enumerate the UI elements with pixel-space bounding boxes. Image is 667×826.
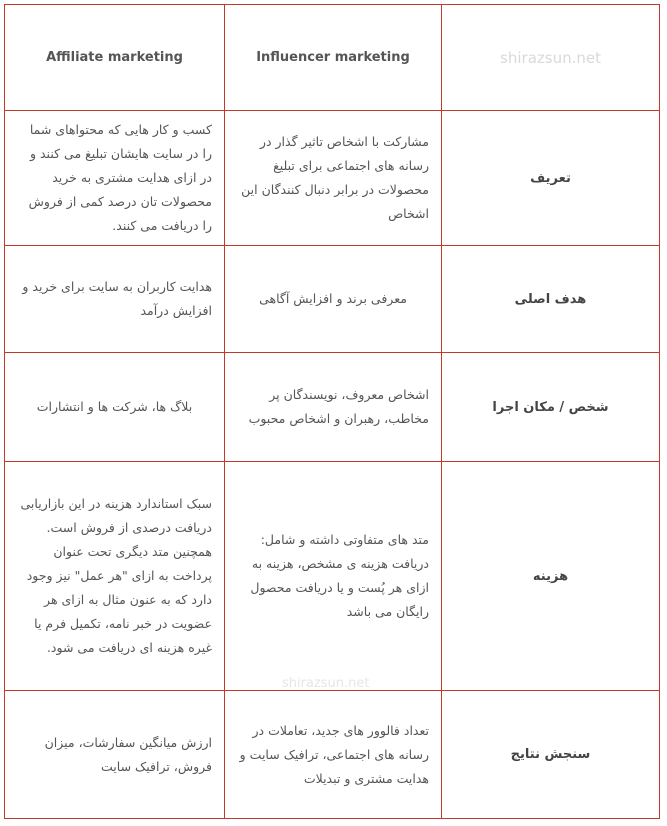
header-influencer-cell — [224, 5, 442, 110]
influencer-cell — [224, 691, 442, 818]
influencer-text: تعداد فالوور های جدید، تعاملات در رسانه های اجتماعی، ترافیک سایت و هدایت مشتری و تبدیلات — [239, 722, 429, 786]
column-header-influencer: Influencer marketing — [256, 50, 410, 65]
row-label: هدف اصلی — [514, 291, 587, 307]
affiliate-text: ارزش میانگین سفارشات، میزان فروش، ترافیک سایت — [44, 734, 212, 774]
header-affiliate-cell — [5, 5, 224, 110]
influencer-text: مشارکت با اشخاص تاثیر گذار در رسانه های اجتماعی برای تبلیغ محصولات در برابر دنبال کنندگان این اشخاص — [241, 134, 429, 221]
influencer-cell — [224, 246, 442, 352]
affiliate-cell — [5, 691, 224, 818]
table-row — [5, 111, 659, 246]
row-label-cell — [442, 353, 659, 461]
table-row — [5, 691, 659, 818]
row-label: تعریف — [530, 170, 571, 186]
row-label-cell — [442, 111, 659, 245]
influencer-cell — [224, 111, 442, 245]
row-label-cell — [442, 462, 659, 690]
influencer-text: متد های متفاوتی داشته و شامل: دریافت هزینه ی مشخص، هزینه به ازای هر پُست و یا دریافت محصول رایگان می باشد — [250, 532, 429, 619]
comparison-table — [4, 4, 660, 819]
watermark-overlay: shirazsun.net — [282, 676, 370, 691]
influencer-text: معرفی برند و افزایش آگاهی — [259, 291, 407, 306]
row-label: سنجش نتایج — [510, 747, 591, 762]
affiliate-cell — [5, 353, 224, 461]
affiliate-cell — [5, 462, 224, 690]
row-label: هزینه — [532, 568, 569, 584]
column-header-affiliate: Affiliate marketing — [46, 50, 183, 65]
row-label: شخص / مکان اجرا — [492, 399, 609, 415]
header-watermark-cell — [442, 5, 659, 110]
table-row — [5, 462, 659, 691]
table-header-row — [5, 5, 659, 111]
influencer-text: اشخاص معروف، نویسندگان پر مخاطب، رهبران و اشخاص محبوب — [248, 387, 429, 426]
affiliate-text: سبک استاندارد هزینه در این بازاریابی دریافت درصدی از فروش است. همچنین متد دیگری تحت عنوان پرداخت به ازای "هر عمل" نیز وجود دارد که به عنون مثال به ازای هر عضویت در خبر نامه، تکمیل فرم یا غیره هزینه ای دریافت می شود. — [20, 496, 212, 655]
influencer-cell — [224, 353, 442, 461]
row-label-cell — [442, 246, 659, 352]
influencer-cell — [224, 462, 442, 690]
affiliate-cell — [5, 246, 224, 352]
watermark-text: shirazsun.net — [500, 48, 601, 67]
table-row — [5, 353, 659, 462]
affiliate-text: هدایت کاربران به سایت برای خرید و افزایش درآمد — [22, 279, 212, 318]
affiliate-text: بلاگ ها، شرکت ها و انتشارات — [36, 399, 193, 414]
table-row — [5, 246, 659, 353]
affiliate-cell — [5, 111, 224, 245]
affiliate-text: کسب و کار هایی که محتواهای شما را در سایت هایشان تبلیغ می کنند و در ازای هدایت مشتری به خرید محصولات تان درصد کمی از فروش را دریافت می کنند. — [28, 122, 212, 233]
row-label-cell — [442, 691, 659, 818]
